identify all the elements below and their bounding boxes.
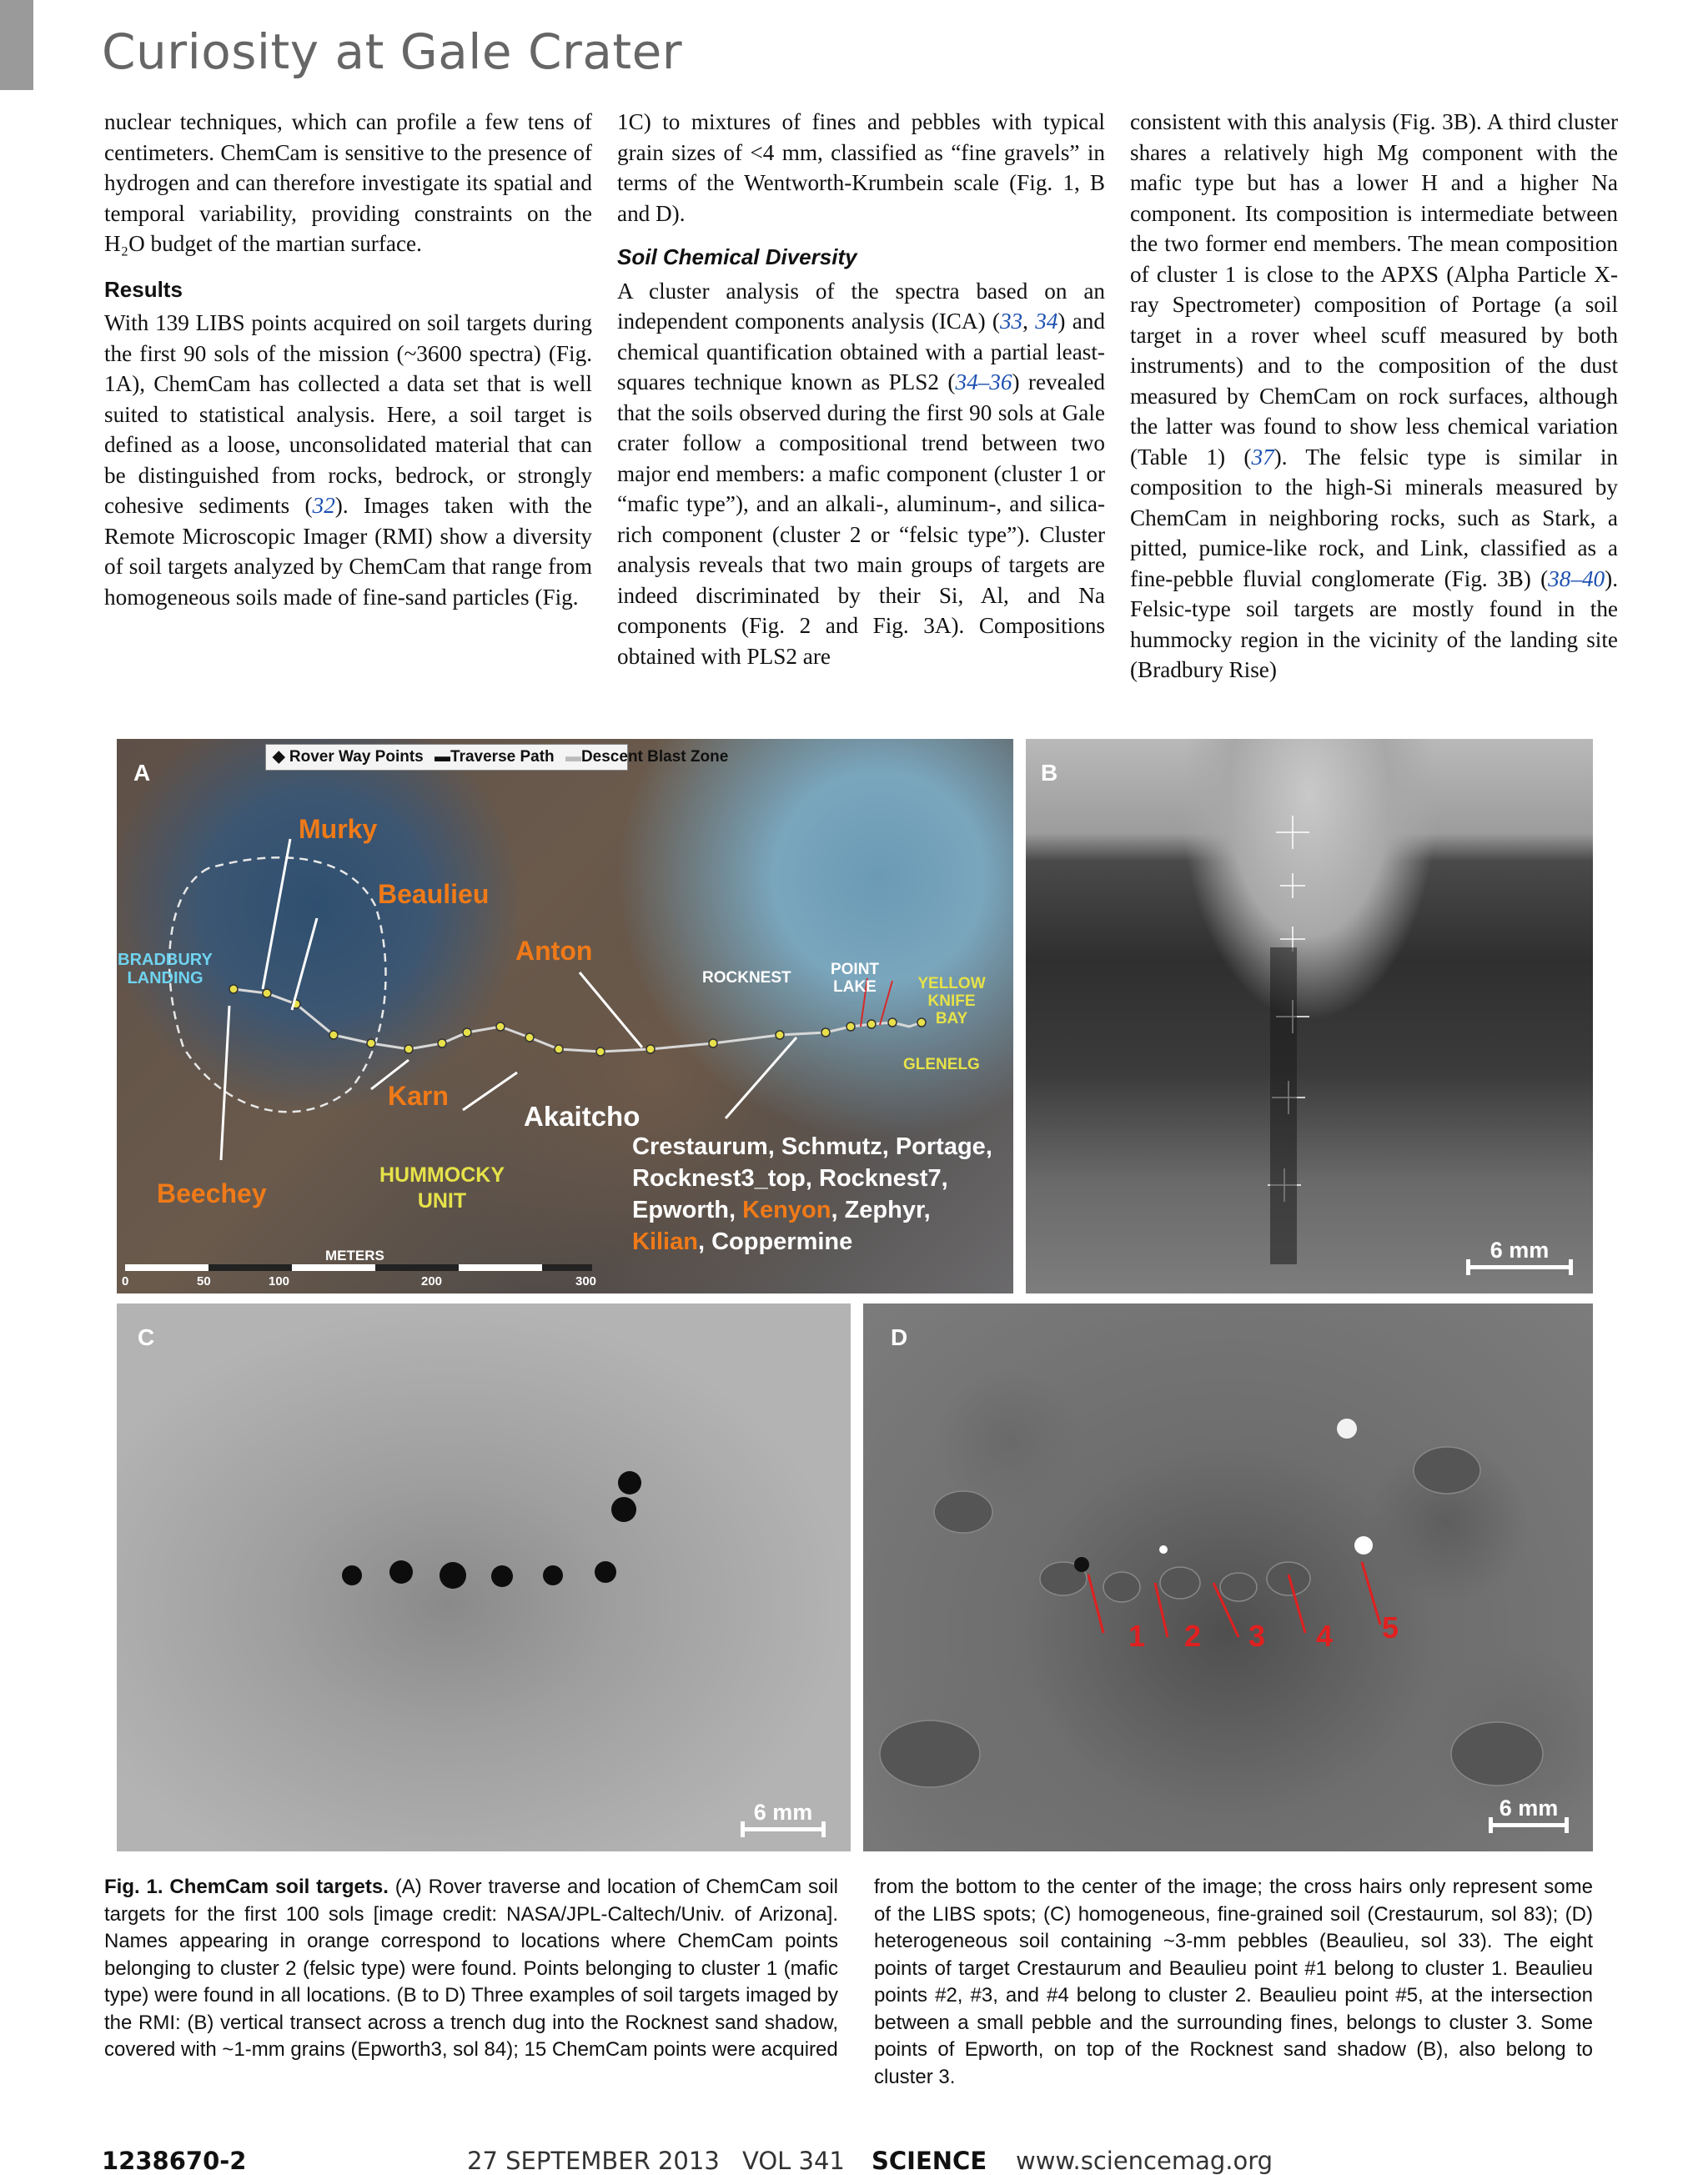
- caption-title: Fig. 1. ChemCam soil targets.: [104, 1876, 389, 1898]
- journal-name: SCIENCE: [872, 2147, 987, 2175]
- traverse-path: [234, 989, 922, 1052]
- label-beaulieu: Beaulieu: [378, 879, 490, 909]
- label-anton: Anton: [515, 936, 593, 966]
- scale-label: 6 mm: [1499, 1796, 1559, 1821]
- page-number: 1238670-2: [102, 2147, 247, 2175]
- scale-bar-line: [741, 1827, 826, 1831]
- target-name: , Coppermine: [697, 1228, 853, 1255]
- panel-letter-b: B: [1041, 760, 1058, 786]
- label-yellowknife-bay: YELLOW KNIFE BAY: [917, 975, 986, 1027]
- section-heading-results: Results: [104, 276, 183, 302]
- panel-d-heterogeneous-soil: [863, 1303, 1593, 1851]
- section-heading-soil-chemical-diversity: Soil Chemical Diversity: [617, 244, 857, 269]
- target-list-line: Rocknest3_top, Rocknest7,: [632, 1165, 948, 1192]
- journal-url[interactable]: www.sciencemag.org: [1016, 2147, 1273, 2175]
- label-leader-lines: [221, 839, 796, 1160]
- waypoint-legend-icon: ◆: [273, 748, 285, 766]
- scale-tick-label: 0: [122, 1274, 129, 1288]
- point-label-3: 3: [1248, 1619, 1266, 1653]
- point-label-4: 4: [1316, 1619, 1334, 1653]
- libs-points-d: [863, 1303, 1593, 1851]
- scale-bar-d: [1489, 1796, 1569, 1827]
- scale-meters-label: METERS: [325, 1248, 384, 1263]
- text-run: With 139 LIBS points acquired on soil targets during the first 90 sols of the mission (~3600 spectra) (Fig. 1A), ChemCam has collected a data set that is well suited to statistical analysis. Here, a soil target is defined as a loose, unconsolidated material that can be distinguished from rocks, bedrock, or strongly cohesive sediments (: [104, 310, 592, 518]
- target-list-line: [632, 1226, 992, 1258]
- text-run: ). Felsic-type soil targets are mostly found in the hummocky region in the vicinity of the landing site (Bradbury Rise): [1130, 565, 1618, 682]
- label-beechey: Beechey: [157, 1178, 267, 1208]
- figure-caption-left: [104, 1874, 838, 2064]
- text-run: ,: [1022, 309, 1036, 334]
- blast-legend-icon: ▬: [565, 748, 581, 766]
- text-run: consistent with this analysis (Fig. 3B). A third cluster shares a relatively high Mg component with the mafic type but has a lower H and a higher Na component. Its composition is intermediate between the two former end members. The mean composition of cluster 1 is close to the APXS (Alpha Particle X-ray Spectrometer) composition of Portage (a soil target in a rover wheel scuff measured by both instruments) and to the composition of the dust measured by ChemCam on rock surfaces, although the latter was found to show less chemical variation (Table 1) (: [1130, 109, 1618, 470]
- running-header: Curiosity at Gale Crater: [102, 23, 683, 80]
- text-column-1: [104, 107, 592, 612]
- text-run: ) revealed that the soils observed during the first 90 sols at Gale crater follow a compositional trend between two major end members: a mafic component (cluster 1 or “mafic type”), and an alkali-, aluminum-, and silica-rich component (cluster 2 or “felsic type”). Cluster analysis reveals that two main groups of targets are indeed discriminated by their Si, Al, and Na components (Fig. 2 and Fig. 3A). Compositions obtained with PLS2 are: [617, 369, 1105, 669]
- paragraph: [104, 308, 592, 612]
- scale-label: 6 mm: [753, 1800, 813, 1825]
- issue-date: 27 SEPTEMBER 2013: [467, 2147, 720, 2175]
- target-list-line: [632, 1194, 992, 1226]
- label-bradbury-landing: BRADBURY LANDING: [118, 951, 213, 987]
- rover-waypoints: [229, 985, 926, 1056]
- point-label-5: 5: [1382, 1610, 1399, 1645]
- panel-b-trench-image: [1026, 739, 1593, 1293]
- scale-tick-label: 200: [421, 1274, 443, 1288]
- label-murky: Murky: [299, 814, 378, 844]
- scale-bar-c: [741, 1800, 826, 1831]
- legend-waypoints-label: Rover Way Points: [289, 748, 424, 766]
- label-hummocky-unit: HUMMOCKY UNIT: [379, 1163, 505, 1213]
- path-legend-icon: ▬: [435, 748, 451, 766]
- point-label-1: 1: [1128, 1619, 1146, 1653]
- scale-bar-line: [1489, 1823, 1569, 1827]
- legend-blast-label: Descent Blast Zone: [580, 748, 729, 766]
- text-run: ). The felsic type is similar in composition to the high-Si minerals measured by ChemCam in neighboring rocks, such as Stark, a pitted, pumice-like rock, and Link, classified as a fine-pebble fluvial conglomerate (Fig. 3B) (: [1130, 444, 1618, 591]
- caption-text: (A) Rover traverse and location of ChemCam soil targets for the first 100 sols [image credit: NASA/JPL-Caltech/Univ. of Arizona]. Names appearing in orange correspond to locations where ChemCam points belonging to cluster 2 (felsic type) were found. Points belonging to cluster 1 (mafic type) were found in all locations. (B to D) Three examples of soil targets imaged by the RMI: (B) vertical transect across a trench dug into the Rocknest sand shadow, covered with ~1-mm grains (Epworth3, sol 84); 15 ChemCam points were acquired: [104, 1876, 838, 2061]
- scale-bar-line: [1466, 1265, 1573, 1269]
- label-glenelg: GLENELG: [903, 1056, 980, 1073]
- paragraph: [1130, 107, 1618, 686]
- label-point-lake: POINT LAKE: [830, 961, 880, 996]
- scale-bar-b: [1466, 1238, 1573, 1269]
- paragraph: 1C) to mixtures of fines and pebbles with typical grain sizes of <4 mm, classified as “fine gravels” in terms of the Wentworth-Krumbein scale (Fig. 1, B and D).: [617, 109, 1105, 226]
- text-column-2: [617, 107, 1105, 671]
- section-tab: [0, 0, 33, 90]
- label-karn: Karn: [388, 1081, 449, 1111]
- reference-link[interactable]: 32: [312, 493, 335, 518]
- panel-c-homogeneous-soil: [117, 1303, 851, 1851]
- volume: VOL 341: [742, 2147, 845, 2175]
- reference-link[interactable]: 34–36: [955, 369, 1012, 394]
- scale-tick-label: 50: [197, 1274, 211, 1288]
- text-run: A cluster analysis of the spectra based on an independent components analysis (ICA) (: [617, 278, 1105, 334]
- panel-letter-a: A: [133, 760, 151, 786]
- text-run: ). Images taken with the Remote Microscopic Imager (RMI) show a diversity of soil targets analyzed by ChemCam that range from homogeneous soils made of fine-sand particles (Fig.: [104, 493, 592, 610]
- paragraph: [617, 276, 1105, 672]
- scale-bar-meters: [125, 1264, 592, 1271]
- label-target-list: [632, 1131, 992, 1258]
- map-legend: [265, 744, 729, 771]
- panel-letter-c: C: [138, 1324, 155, 1350]
- caption-text: from the bottom to the center of the image; the cross hairs only represent some of the LIBS spots; (C) homogeneous, fine-grained soil (Crestaurum, sol 83); (D) heterogeneous soil containing ~3-mm pebbles (Beaulieu, sol 33). The eight points of target Crestaurum and Beaulieu point #1 belong to cluster 1. Beaulieu points #2, #3, and #4 belong to cluster 2. Beaulieu point #5, at the intersection between a small pebble and the surrounding fines, belongs to cluster 3. Some points of Epworth, on top of the Rocknest sand shadow (B), also belong to cluster 3.: [874, 1876, 1593, 2088]
- target-name: , Zephyr,: [831, 1197, 931, 1223]
- scale-tick-label: 100: [269, 1274, 290, 1288]
- reference-link[interactable]: 38–40: [1548, 565, 1605, 591]
- panel-letter-d: D: [891, 1324, 908, 1350]
- panel-a-traverse-map: [117, 739, 1013, 1293]
- point-label-2: 2: [1184, 1619, 1202, 1653]
- libs-spots-c: [117, 1303, 851, 1851]
- label-rocknest: ROCKNEST: [702, 969, 791, 987]
- libs-crosshairs: [1026, 739, 1593, 1293]
- text-column-3: [1130, 107, 1618, 686]
- target-list-line: Crestaurum, Schmutz, Portage,: [632, 1133, 992, 1160]
- reference-link[interactable]: 33: [999, 309, 1023, 334]
- legend-path-label: Traverse Path: [450, 748, 555, 766]
- paragraph: nuclear techniques, which can profile a few tens of centimeters. ChemCam is sensitive to the presence of hydrogen and can therefore investigate its spatial and temporal variability, providing constraints on the H₂O budget of the martian surface.: [104, 109, 592, 256]
- figure-caption-right: [874, 1874, 1593, 2091]
- text-run: ) and chemical quantification obtained with a partial least-squares technique known as PLS2 (: [617, 309, 1105, 394]
- scale-tick-label: 300: [575, 1274, 597, 1288]
- reference-link[interactable]: 34: [1035, 309, 1058, 334]
- target-name: Epworth,: [632, 1197, 743, 1223]
- target-name-felsic: Kilian: [632, 1228, 698, 1255]
- label-akaitcho: Akaitcho: [524, 1101, 640, 1132]
- scale-label: 6 mm: [1489, 1238, 1550, 1263]
- target-name-felsic: Kenyon: [742, 1197, 831, 1223]
- reference-link[interactable]: 37: [1251, 444, 1274, 470]
